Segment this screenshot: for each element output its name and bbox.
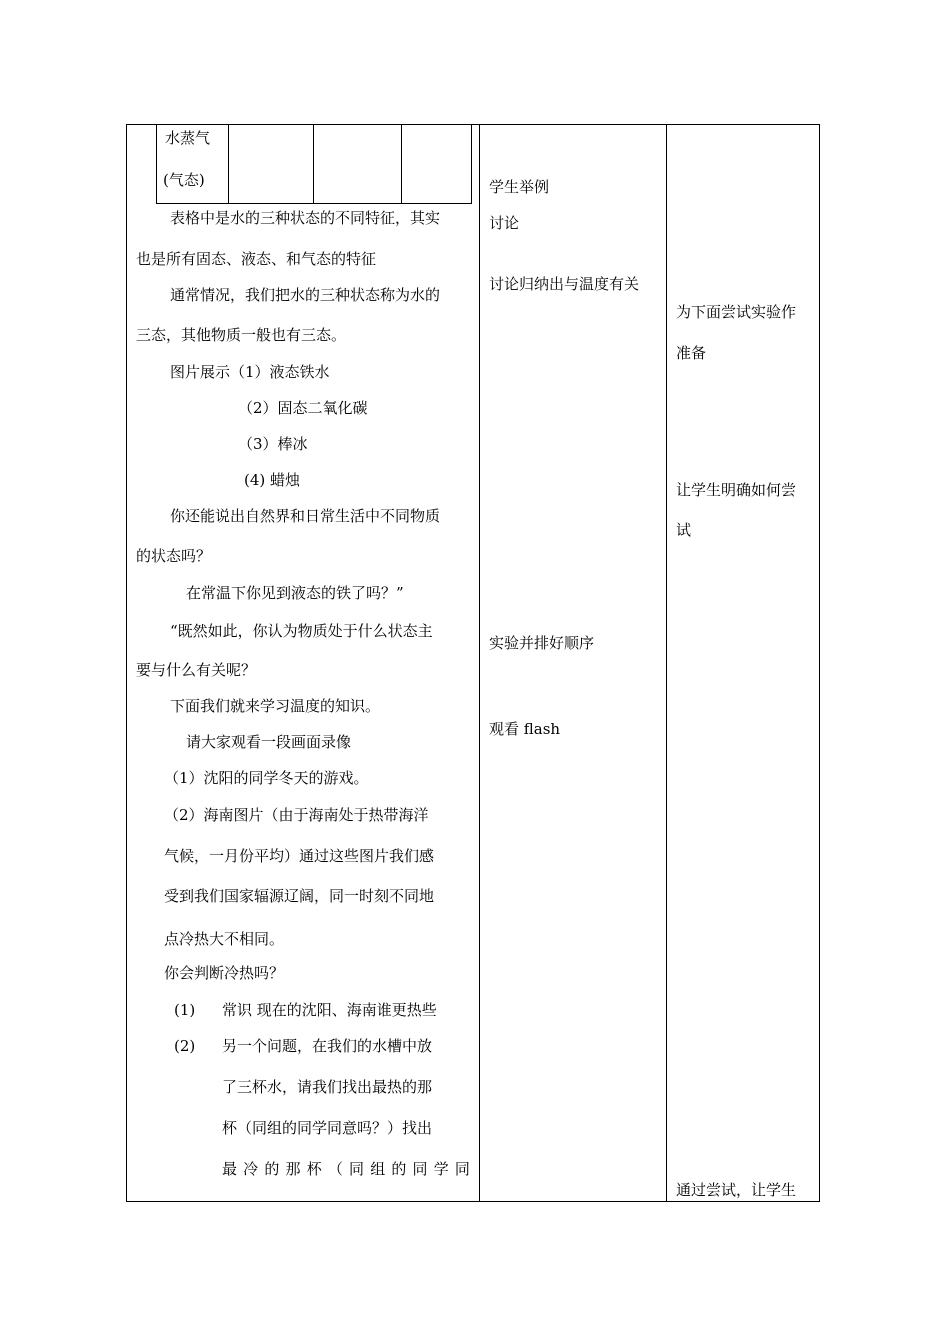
list-item-text: 了三杯水，请我们找出最热的那 (222, 1078, 433, 1096)
inner-column-divider (228, 125, 229, 203)
intent-line: 通过尝试，让学生 (676, 1181, 797, 1199)
column-divider (666, 124, 667, 1201)
content-line: 请大家观看一段画面录像 (186, 733, 352, 751)
content-line: 要与什么有关呢？ (136, 661, 257, 679)
content-line: 的状态吗？ (136, 547, 212, 565)
content-line: 通常情况，我们把水的三种状态称为水的 (170, 286, 441, 304)
content-line: 下面我们就来学习温度的知识。 (170, 697, 381, 715)
content-line: 点冷热大不相同。 (164, 930, 285, 948)
content-line: 表格中是水的三种状态的不同特征，其实 (170, 209, 441, 227)
activity-line: 实验并排好顺序 (489, 634, 595, 652)
content-line: (4) 蜡烛 (244, 471, 301, 489)
content-line: “既然如此，你认为物质处于什么状态主 (170, 622, 433, 640)
content-line: （2）固态二氧化碳 (238, 399, 368, 417)
activity-line: 讨论归纳出与温度有关 (489, 275, 640, 293)
column-divider (479, 124, 480, 1201)
content-line: 也是所有固态、液态、和气态的特征 (136, 250, 377, 268)
content-line: （1）沈阳的同学冬天的游戏。 (164, 769, 369, 787)
content-line: 受到我们国家辐源辽阔，同一时刻不同地 (164, 887, 435, 905)
inner-column-divider (401, 125, 402, 203)
content-line: 你还能说出自然界和日常生活中不同物质 (170, 507, 441, 525)
list-item-text: 杯（同组的同学同意吗？）找出 (222, 1119, 433, 1137)
content-line: 气候，一月份平均）通过这些图片我们感 (164, 847, 435, 865)
content-line: 在常温下你见到液态的铁了吗？” (186, 584, 404, 602)
intent-line: 试 (676, 521, 692, 539)
inner-column-divider (313, 125, 314, 203)
list-item-text-justified: 最 冷 的 那 杯 （ 同 组 的 同 学 同 (222, 1160, 470, 1178)
list-item-text: 常识 现在的沈阳、海南谁更热些 (222, 1001, 437, 1019)
list-number: (1) (174, 1001, 196, 1019)
activity-line: 讨论 (489, 214, 520, 232)
content-line: （3）棒冰 (238, 435, 308, 453)
inner-row-label: 水蒸气 (165, 129, 211, 147)
activity-line: 学生举例 (489, 178, 550, 196)
intent-line: 让学生明确如何尝 (676, 481, 797, 499)
content-line: （2）海南图片（由于海南处于热带海洋 (164, 806, 429, 824)
list-number: (2) (174, 1037, 196, 1055)
list-item-text: 另一个问题，在我们的水槽中放 (222, 1037, 433, 1055)
activity-line: 观看 flash (489, 720, 561, 738)
intent-line: 准备 (676, 344, 707, 362)
content-line: 图片展示（1）液态铁水 (170, 363, 330, 381)
inner-row-label: (气态) (163, 171, 205, 189)
intent-line: 为下面尝试实验作 (676, 303, 797, 321)
content-line: 你会判断冷热吗？ (164, 964, 285, 982)
content-line: 三态，其他物质一般也有三态。 (136, 326, 347, 344)
